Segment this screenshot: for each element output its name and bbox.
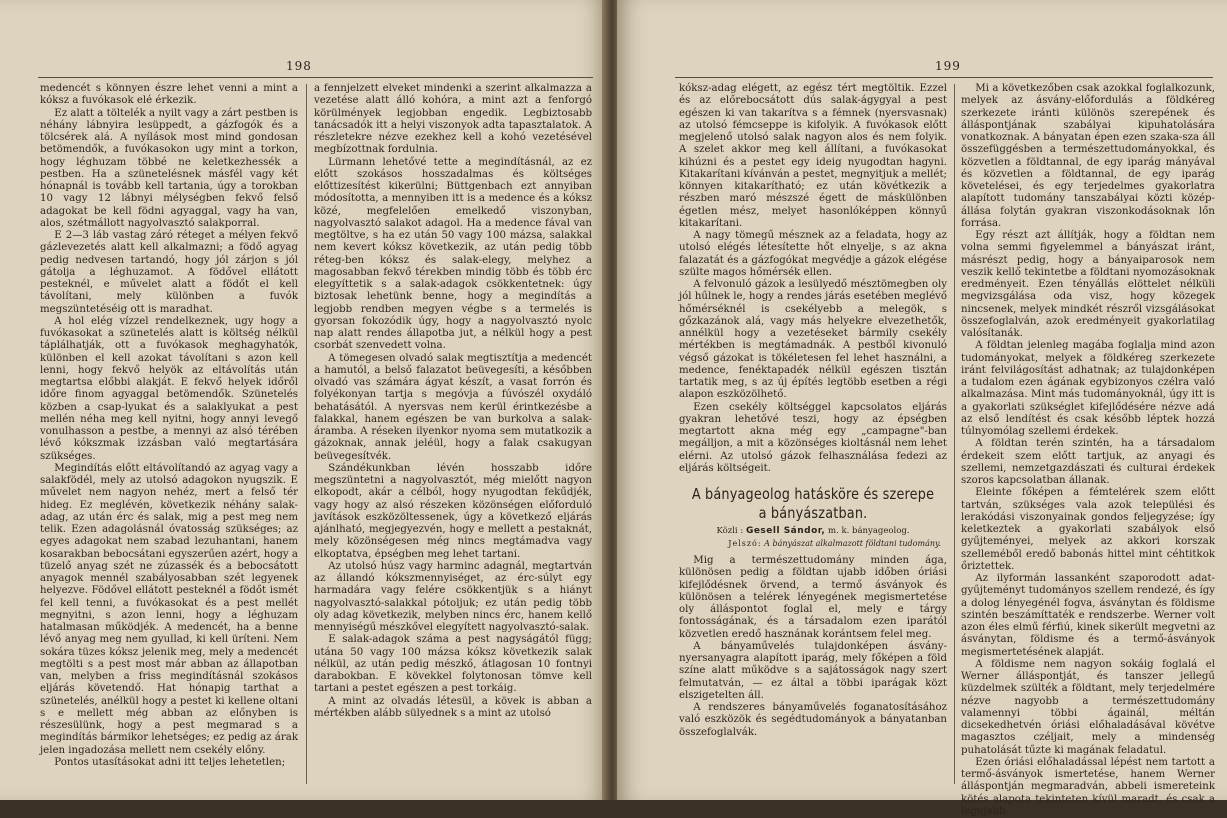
paragraph: Ez alatt a töltelék a nyilt vagy a zárt pestben is néhány lábnyira lesüppedt, a gázfogók és a tölcsérek alá. A nyílások most mind gondosan betömendők, a fuvókasokon ugy mint a torkon, hogy léghuzam többé ne keletkezhessék a pestben. Ha a szünetelésnek másfél vagy két hónapnál is tovább kell tartania, úgy a torokban 10 vagy 12 lábnyi mélységben fekvő felső adagokat be kell födni agyaggal, vagy ha van, alos, szétmállott nagyolvasztó salakporral. bbox=[40, 107, 298, 229]
left-page-column-1 bbox=[40, 83, 298, 788]
paragraph: Szándékunkban lévén hosszabb időre megszüntetni a nagyolvasztót, még mielőtt nagyon elkopodt, akár a célból, hogy nyugodtan fekűdjék, vagy hogy az alsó részeken közönségen előforduló javítások eszközöltessenek, úgy a következő eljárás ajánlható, megjegyezvén, hogy e mellett a pestaknát, mely közönségesen még nincs megtámadva vagy elkoptatva, épségben meg lehet tartani. bbox=[314, 462, 592, 560]
page-number: 198 bbox=[286, 59, 312, 73]
paragraph: A földisme nem nagyon sokáig foglalá el Werner álláspontját, és tanszer jellegű küzdelmek szülték a földtant, mely terjedelmére nézve nagyobb a természettudomány valamennyi többi ágainál, méltán dicsekedhetvén óriási előhaladásával kövétve magasztos czéljait, mely a mindenség puhatolását tűzte ki magának feladatul. bbox=[961, 658, 1215, 756]
paragraph: A földtan terén szintén, ha a társadalom érdekeit szem előtt tartjuk, az anyagi és szellemi, nemzetgazdászati és culturai érdekek szoros kapcsolatban állanak. bbox=[961, 438, 1215, 486]
paragraph: Eleinte főképen a fémtelérek szem előtt tartván, szükséges vala azok települési és lerakódási viszonyainak gondos feljegyzése; így keletkeztek a gyakorlati szabályok első gyűjteményei, melyek az akkori korszak szelleméből eredő babonás hittel mint céhtitkok őriztettek. bbox=[961, 487, 1215, 572]
paragraph: Pontos utasításokat adni itt teljes lehetetlen; bbox=[54, 756, 286, 768]
paragraph: Megindítás előtt eltávolítandó az agyag vagy a salakfödél, mely az utolsó adagokon nyugszik. E művelet nem nagyon nehéz, mert a felső tér hideg. Ez meglévén, következik néhány salak-adag, az után érc és salak, mig a pest meg nem telik. Ezen adagolásnál óvatosság szükséges; az egyes adagokat nem szabad lezuhantani, hanem kosarakban bebocsátani egyszerűen azért, hogy a tüzelő anyag szét ne zúzassék és a bebocsátott anyagok mennél szabályosabban szét legyenek helyezve. Födővel ellátott pesteknél a födőt ismét fel kell tenni, a fuvókasokat és a pest mellét megnyitni, s azon lenni, hogy a léghuzam hatalmasan működjék. A medencét, ha a benne lévő anyag meg nem gyullad, ki kell üríteni. Nem sokára tüzes kóksz jelenik meg, mely a medencét megtölti s a pest most már abban az állapotban van, melyben a friss megindításnál szokásos eljárás követendő. Hat hónapig tarthat a szünetelés, anélkül hogy a pestet ki kellene oltani s e mellett még abban az előnyben is részesülünk, hogy a pest megmarad s a megindítás bármikor lehetséges; ez pedig az árak jelen ingadozása mellett nem csekély előny. bbox=[40, 462, 298, 756]
paragraph: Egy részt azt állítják, hogy a földtan nem volna semmi figyelemmel a bányászat iránt, másrészt pedig, hogy a bányaiparosok nem veszik kellő tekintetbe a földtani nyomozásoknak eredményeit. Ezen tényállás elöttelet nélküli megvizsgálása oda visz, hogy közegek nincsenek, melyek mindkét részről vizsgálásokat összefoglalván, azok eredményeit gyakorlatilag valósítanák. bbox=[961, 230, 1215, 339]
right-page-column-2 bbox=[961, 83, 1215, 817]
paragraph: Mi a következőben csak azokkal foglalkozunk, melyek az ásvány-előfordulás a földkéreg szerkezete iránti különös szerepének és álláspontjának szabályai kipuhatolására vonatkoznak. A bányatan épen ezen szaka-sza áll összefüggésben a természettudományokkal, és közvetlen a földtannal, de egy iparág mányával és közvetlen a földtannal, de egy iparág követelései, és egy terjedelmes gyakorlatra alapított tudomány tanszabályai közti közép-állása folytán gyakran viszonkodásoknak lőn forrása. bbox=[961, 83, 1215, 229]
article-title-line-2: a bányászatban. bbox=[758, 504, 868, 522]
paragraph: A felvonuló gázok a lesülyedő mésztömegben oly jól hűlnek le, hogy a rendes járás esetében meglévő hőmérséknél is csekélyebb a melegök, s gőzkazánok alá, vagy más helyekre elvezethetők, annélkül hogy a vezetéseket bármily csekély mértékben is megtámadnák. A pestből kivonuló végső gázokat is tökéletesen fel lehet használni, a medence, fenéktapadék nélkül egészen tisztán tartatik meg, s az új építés legtöbb esetben a régi alapon eszközölhető. bbox=[679, 279, 947, 401]
paragraph: Az ilyformán lassanként szaporodott adat-gyűjteményt tudományos szellem rendezé, és így a dolog lényegénél fogva, ásványtan és földisme szintén beszámíttaték e rendszerbe. Werner volt azon éles elmű férfiú, kinek sikerült megvetni az ásványtan, földisme és a termő-ásványok megismertetésének alapját. bbox=[961, 573, 1215, 658]
continued-text bbox=[679, 83, 947, 475]
column-divider bbox=[954, 84, 955, 784]
right-page bbox=[617, 0, 1227, 817]
paragraph: Ezen óriási előhaladással lépést nem tartott a termő-ásványok ismertetése, hanem Werner álláspontján megmaradván, abbeli ismereteink kötés alapota tekinteten kívül maradt, és csak a legujabb bbox=[961, 756, 1215, 817]
motto-label: Jelszó: bbox=[728, 539, 762, 548]
paragraph: A földtan jelenleg magába foglalja mind azon tudományokat, melyek a földkéreg szerkezete iránt felvilágosítást adhatnak; az tulajdonképen a tudalom ezen ágának egybizonyos czélra való alkalmazása. Mint más tudományoknál, úgy itt is a gyakorlati szükséglet kifejlődésére nézve adá az első lendítést és csak később léptek hozzá túlnyomólag szellemi érdekek. bbox=[961, 340, 1215, 437]
article-body bbox=[679, 555, 947, 739]
byline-prefix: Közli : bbox=[716, 526, 744, 536]
page-number: 199 bbox=[935, 59, 961, 73]
paragraph: A nagy tömegű mésznek az a feladata, hogy az utolsó elégés létesítette hőt elnyelje, s az akna falazatát és a gázfogókat megvédje a gázok elégése szülte magos hőmérsék ellen. bbox=[679, 230, 947, 278]
paragraph: Az utolsó húsz vagy harminc adagnál, megtartván az állandó kókszmennyiséget, az érc-súlyt egy harmadára vagy felére csökkentjük s a hiányt nagyolvasztó-salakkal pótoljuk; ez után pedig több oly adag következik, melyben nincs érc, hanem kellő mennyiségű mészkővel elegyített nagyolvasztó-salak. bbox=[314, 560, 592, 633]
header-rule bbox=[38, 77, 593, 78]
byline-author: Gesell Sándor, bbox=[745, 526, 826, 536]
article-title bbox=[690, 485, 937, 523]
paragraph: A hol elég vízzel rendelkeznek, ugy hogy a fuvókasokat a szünetelés alatt is költség nélkül táplálhatják, ott a fuvókasok meghagyhatók, különben el kell azokat távolítani s azon kell lenni, hogy fekvő helyök az eltávolítás után megtartsa előbbi alakját. E fekvő helyek időről időre finom agyaggal betömendők. Szünetelés közben a csap-lyukat és a salaklyukat a pest mellén néha meg kell nyitni, hogy annyi levegő vonulhasson a pestbe, a mennyi az alsó térében lévő kókszmak izzásban való megtartására szükséges. bbox=[40, 315, 298, 462]
paragraph: Lürmann lehetővé tette a megindításnál, az ez előtt szokásos hosszadalmas és költséges előttizesítést kikerülni; Büttgenbach ezt annyiban módosította, a mennyiben itt is a medence és a kóksz közé, megfelelően emelkedő viszonyban, nagyolvasztó salakot adagol. Ha a medence fával van megtöltve, s ha ez után 50 vagy 100 mázsa, salakkal nem kevert kóksz következik, az után pedig több réteg-ben kóksz és salak-elegy, melyhez a magosabban fekvő térekben mindig több és több érc elegyíttetik s a salak-adagok csökkentetnek: úgy biztosak lehetünk benne, hogy a megindítás a legjobb rendben megyen végbe s a termelés is gyorsan fokozódik úgy, hogy a nagyolvasztó nyolc nap alatt rendes állapotba jut, a nélkül hogy a pest csorbát szenvedett volna. bbox=[314, 156, 592, 352]
paragraph: kóksz-adag elégett, az egész tért megtöltik. Ezzel és az előrebocsátott dús salak-ágygyal a pest egészen ki van takarítva s a fémnek (nyersvasnak) az utolsó fémcseppe is kifolyik. A fuvókasok előtt megjelenő utolsó salak nagyon alos és nem folyik. A szelet akkor meg kell állítani, a fuvókasokat kihúzni és a pestet egy ideig nyugodtan hagyni. Kitakarítani kívánván a pestet, megnyitjuk a mellét; könnyen kitakarítható; ez után kövétkezik a részben maró mészszé égett de máskülönben égetlen mész, melyet hasonlóképpen könnyű kitakarítani. bbox=[679, 83, 947, 229]
paragraph: A bányaművelés tulajdonképen ásvány-nyersanyagra alapított iparág, mely főképen a föld színe alatt működve s a sajátosságok nagy szert felmutatván, — ez által a többi iparágak közt elszigetelten áll. bbox=[679, 640, 947, 701]
byline-role: m. k. bányageolog. bbox=[828, 526, 910, 536]
article-motto bbox=[679, 539, 941, 549]
column-divider bbox=[306, 84, 307, 784]
paragraph: medencét s könnyen észre lehet venni a mint a kóksz a fuvókasok elé érkezik. bbox=[40, 83, 298, 107]
motto-text: A bányászat alkalmazott földtani tudomány. bbox=[764, 539, 941, 548]
right-page-column-1 bbox=[679, 83, 947, 788]
paragraph: Ezen csekély költséggel kapcsolatos eljárás gyakran lehetővé teszi, hogy az épségben megtartott akna még egy „campagne"-ban megálljon, a mit a közönséges kioltásnál nem lehet elérni. Az utolsó gázok felhasználása fedezi az eljárás költségeit. bbox=[679, 401, 947, 474]
article-byline bbox=[679, 526, 947, 537]
header-rule bbox=[675, 77, 1213, 78]
left-page-column-2 bbox=[314, 83, 592, 788]
article-title-line-1: A bányageolog hatásköre és szerepe bbox=[691, 485, 935, 503]
paragraph: A rendszeres bányaművelés foganatosításához való eszközök és segédtudományok a bányatanban összefoglalvák. bbox=[679, 702, 947, 738]
paragraph: A mint az olvadás létesül, a kövek is abban a mértékben alább sülyednek s a mint az utolsó bbox=[314, 695, 592, 719]
left-page bbox=[0, 0, 607, 800]
paragraph: a fennjelzett elveket mindenki a szerint alkalmazza a vezetése alatt álló kohóra, a mint azt a fenforgó körülmények legjobban engedik. Legbiztosabb tanácsadók itt a helyi viszonyok adta tapasztalatok. A részletekre nézve ezekhez kell a kohó vezetésével megbízottnak fordulnia. bbox=[314, 83, 592, 156]
paragraph: A tömegesen olvadó salak megtisztítja a medencét a hamutól, a belső falazatot beüvegesíti, a későbben olvadó vas számára ágyat készít, a vasat forrón és folyékonyan tartja s megóvja a fúvószél oxydáló behatásától. A nyersvas nem kerül érintkezésbe a falakkal, hanem egészen be van burkolva a salak-áramba. A réseken ilyenkor nyoma sem mutatkozik a gázoknak, annak jeléül, hogy a falak csakugyan beüvegesítvék. bbox=[314, 352, 592, 462]
paragraph: E 2—3 láb vastag záró réteget a mélyen fekvő gázlevezetés alatt kell alkalmazni; a födő agyag pedig nedvesen tartandó, hogy jól zárjon s jól gátolja a léghuzamot. A födővel ellátott pesteknél, e művelet alatt a födőt el kell távolítani, mely különben a fuvók megszüntetéséig ott is maradhat. bbox=[40, 230, 298, 315]
paragraph: Mig a természettudomány minden ága, különösen pedig a földtan ujabb időben óriási kifejlődésnek örvend, a termő ásványok és különösen a telérek lényegének megismertetése oly álláspontot foglal el, mely e tárgy fontosságának, és a társadalom ezen iparától közvetlen eredő hasznának korántsem felel meg. bbox=[679, 555, 947, 640]
paragraph: E salak-adagok száma a pest nagyságától függ; utána 50 vagy 100 mázsa kóksz következik salak nélkül, az után pedig mészkő, átlagosan 10 fontnyi darabokban. E kövekkel folytonosan tömve kell tartani a pestet egészen a pest torkáig. bbox=[314, 634, 592, 695]
